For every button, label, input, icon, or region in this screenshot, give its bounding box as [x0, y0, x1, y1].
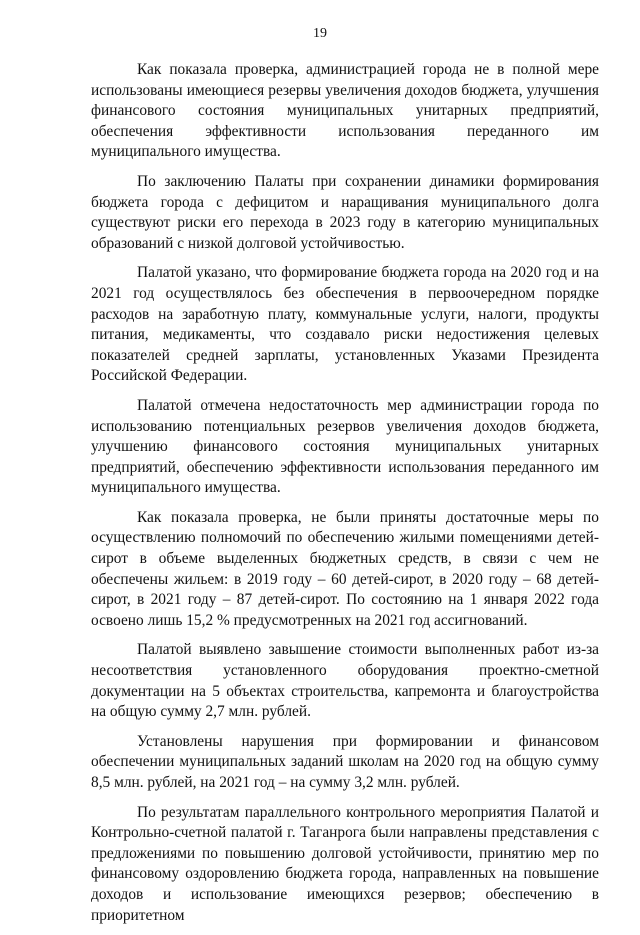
paragraph-1: Как показала проверка, администрацией города не в полной мере использованы имеющиеся резервы увеличения доходов бюджета, улучшения финансового состояния муниципальных унитарных предприятий, обеспечения эффективности использования переданного им муниципального имущества.	[91, 61, 599, 161]
paragraph-6: Палатой выявлено завышение стоимости выполненных работ из-за несоответствия установленного оборудования проектно-сметной документации на 5 объектах строительства, капремонта и благоустройства на общую сумму 2,7 млн. рублей.	[91, 641, 599, 721]
paragraph-3: Палатой указано, что формирование бюджета города на 2020 год и на 2021 год осуществлялось без обеспечения в первоочередном порядке расходов на заработную плату, коммунальные услуги, налоги, продукты питания, медикаменты, что создавало риски недостижения целевых показателей средней зарплаты, установленных Указами Президента Российской Федерации.	[91, 264, 599, 385]
page-number: 19	[313, 26, 327, 41]
paragraph-7: Установлены нарушения при формировании и финансовом обеспечении муниципальных заданий школам на 2020 год на общую сумму 8,5 млн. рублей, на 2021 год – на сумму 3,2 млн. рублей.	[91, 732, 599, 791]
paragraph-5: Как показала проверка, не были приняты достаточные меры по осуществлению полномочий по обеспечению жилыми помещениями детей-сирот в объеме выделенных бюджетных средств, в связи с чем не обеспечены жильем: в 2019 году – 60 детей-сирот, в 2020 году – 68 детей-сирот, в 2021 году – 87 детей-сирот. По состоянию на 1 января 2022 года освоено лишь 15,2 % предусмотренных на 2021 год ассигнований.	[91, 508, 599, 629]
paragraph-4: Палатой отмечена недостаточность мер администрации города по использованию потенциальных резервов увеличения доходов бюджета, улучшению финансового состояния муниципальных унитарных предприятий, обеспечению эффективности использования переданного им муниципального имущества.	[91, 396, 599, 497]
paragraph-2: По заключению Палаты при сохранении динамики формирования бюджета города с дефицитом и наращивания муниципального долга существуют риски его перехода в 2023 году в категорию муниципальных образований с низкой долговой устойчивостью.	[91, 172, 599, 252]
document-body	[91, 60, 599, 935]
paragraph-8: По результатам параллельного контрольного мероприятия Палатой и Контрольно-счетной палатой г. Таганрога были направлены представления с предложениями по повышению долговой устойчивости, принятию мер по финансовому оздоровлению бюджета города, направленных на повышение доходов и использование имеющихся резервов; обеспечению в приоритетном	[91, 803, 599, 924]
